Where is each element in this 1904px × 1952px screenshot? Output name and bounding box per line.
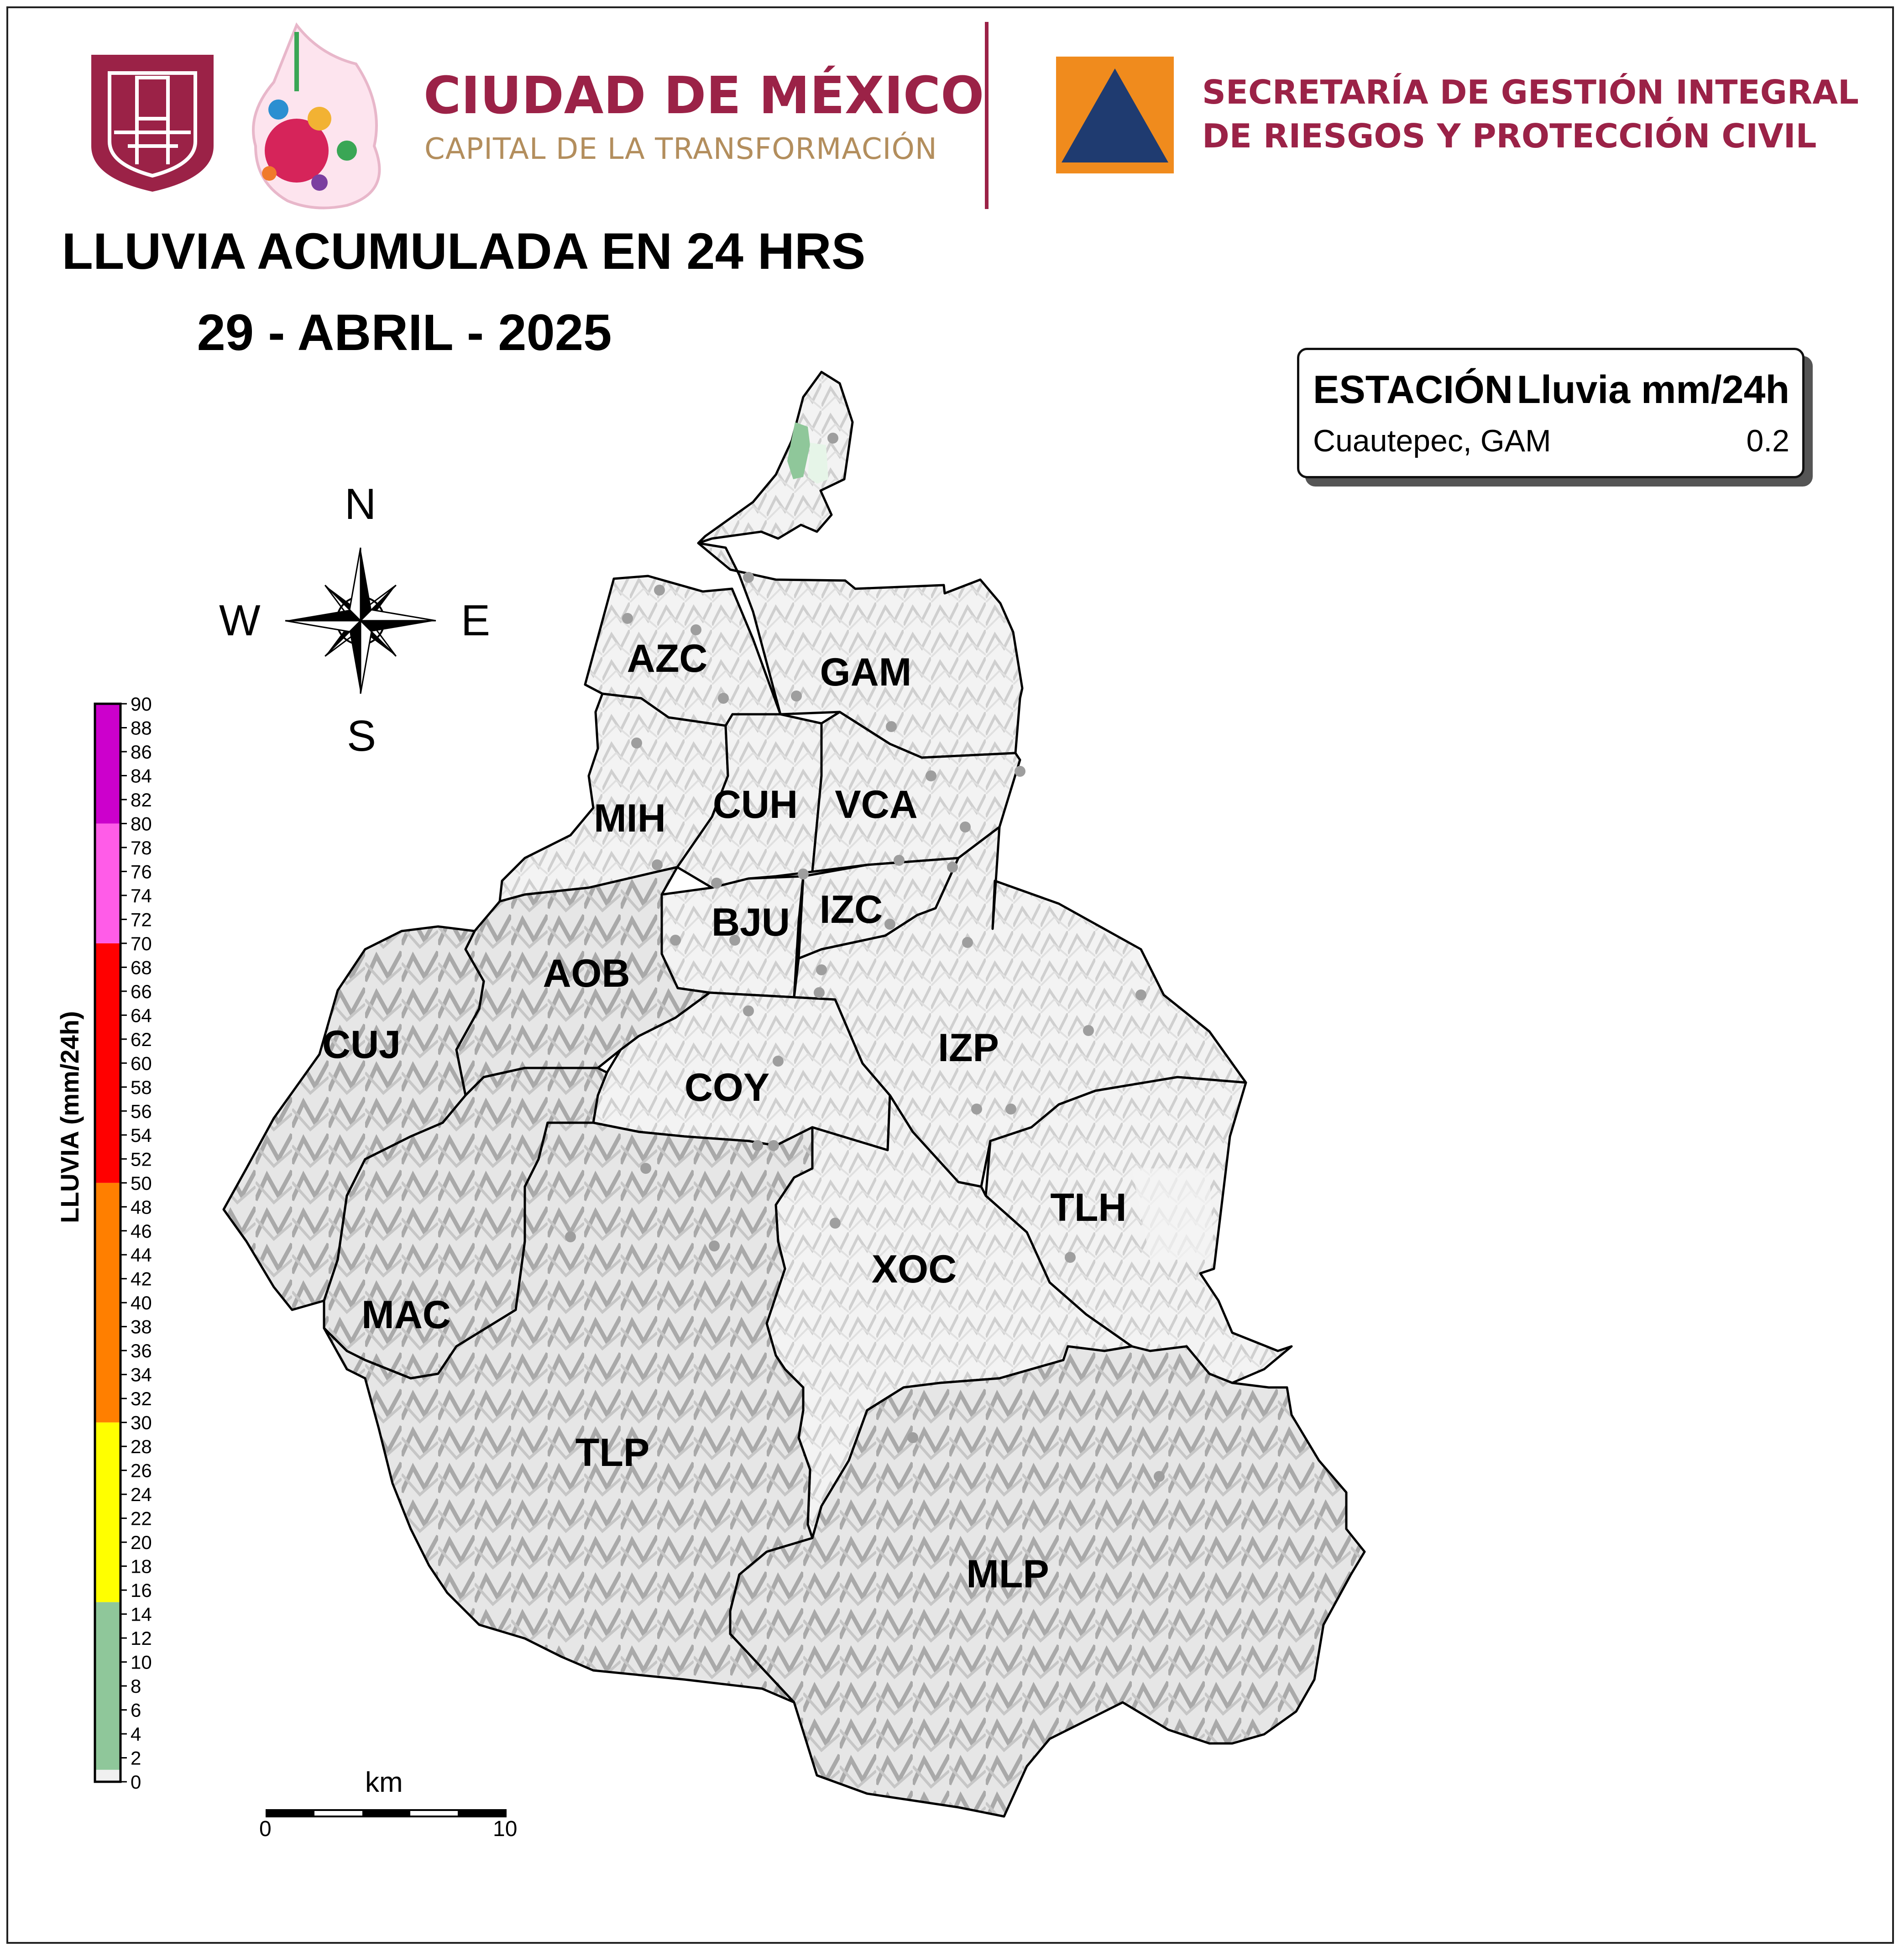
station-dot	[718, 693, 729, 704]
colorbar-tick-label: 10	[131, 1651, 152, 1673]
colorbar-tick-label: 74	[131, 884, 152, 906]
station-dot	[907, 1432, 918, 1443]
station-dot	[947, 862, 958, 873]
label-bju: BJU	[711, 900, 790, 944]
label-cuj: CUJ	[322, 1023, 401, 1067]
station-name: Cuautepec, GAM	[1313, 424, 1551, 458]
label-vca: VCA	[835, 783, 918, 827]
colorbar-tick-label: 16	[131, 1580, 152, 1601]
station-dot	[971, 1104, 982, 1115]
scalebar-unit: km	[365, 1767, 403, 1798]
header-divider	[985, 22, 989, 209]
colorbar-tick-label: 90	[131, 693, 152, 715]
station-dot	[565, 1231, 576, 1242]
station-dot	[652, 859, 663, 870]
colorbar-band	[95, 1602, 120, 1769]
station-dot	[791, 691, 802, 701]
colorbar-tick-label: 60	[131, 1052, 152, 1074]
map-date: 29 - ABRIL - 2025	[197, 304, 612, 361]
label-xoc: XOC	[871, 1247, 957, 1291]
colorbar-tick-label: 88	[131, 717, 152, 739]
station-value: 0.2	[1746, 424, 1789, 458]
label-tlp: TLP	[575, 1431, 650, 1475]
colorbar-tick-label: 36	[131, 1340, 152, 1362]
colorbar-tick-label: 0	[131, 1771, 141, 1793]
compass-rose-icon	[285, 548, 436, 694]
colorbar-tick-label: 38	[131, 1316, 152, 1338]
cdmx-map	[224, 372, 1365, 1816]
station-dot	[654, 585, 665, 596]
colorbar-tick-label: 12	[131, 1628, 152, 1649]
colorbar-tick-label: 54	[131, 1124, 152, 1146]
colorbar-band	[95, 1423, 120, 1602]
station-dot	[1154, 1471, 1165, 1482]
colorbar-tick-label: 28	[131, 1436, 152, 1458]
colorbar-tick-label: 68	[131, 957, 152, 979]
colorbar-tick-label: 86	[131, 741, 152, 763]
colorbar-tick-label: 76	[131, 861, 152, 883]
colorbar-tick-label: 78	[131, 837, 152, 858]
station-dot	[798, 869, 809, 879]
label-mih: MIH	[594, 796, 666, 840]
station-dot	[1083, 1025, 1094, 1036]
station-dot	[827, 433, 838, 444]
colorbar-tick-label: 4	[131, 1723, 141, 1745]
colorbar-tick-label: 44	[131, 1244, 152, 1266]
station-dot	[709, 1240, 720, 1251]
colorbar-tick-label: 84	[131, 765, 152, 787]
colorbar-tick-label: 40	[131, 1292, 152, 1314]
colorbar-tick-label: 8	[131, 1675, 141, 1697]
station-dot	[926, 770, 936, 781]
label-tlh: TLH	[1050, 1186, 1127, 1230]
station-dot	[640, 1163, 651, 1174]
station-dot	[1005, 1104, 1016, 1115]
station-dot	[962, 937, 973, 948]
colorbar-title: LLUVIA (mm/24h)	[55, 1011, 84, 1223]
colorbar-tick-label: 64	[131, 1005, 152, 1026]
compass-south: S	[347, 712, 377, 760]
station-col-header: ESTACIÓN	[1313, 368, 1513, 412]
value-col-header: Lluvia mm/24h	[1517, 368, 1789, 412]
compass-west: W	[219, 596, 261, 645]
compass-north: N	[345, 480, 377, 529]
colorbar-band	[95, 1183, 120, 1423]
colorbar-tick-label: 34	[131, 1364, 152, 1386]
station-dot	[816, 964, 827, 975]
colorbar-tick-label: 66	[131, 980, 152, 1002]
station-dot	[752, 1140, 763, 1151]
station-dot	[631, 738, 642, 748]
label-gam: GAM	[820, 650, 912, 694]
station-dot	[711, 878, 722, 889]
station-dot	[894, 855, 905, 866]
station-dot	[960, 822, 971, 832]
station-dot	[884, 919, 895, 930]
agency-name-line2: DE RIESGOS Y PROTECCIÓN CIVIL	[1202, 117, 1817, 155]
colorbar-band	[95, 823, 120, 943]
colorbar-tick-label: 80	[131, 813, 152, 835]
cdmx-name: CIUDAD DE MÉXICO	[424, 66, 984, 126]
proteccion-civil-logo	[1056, 57, 1174, 173]
rain-colorbar	[95, 693, 152, 1793]
cdmx-floral-heart-logo	[253, 25, 379, 208]
colorbar-band	[95, 943, 120, 1183]
station-table	[1297, 348, 1805, 478]
colorbar-band	[95, 1770, 120, 1782]
colorbar-tick-label: 18	[131, 1555, 152, 1577]
label-coy: COY	[684, 1066, 770, 1109]
colorbar-tick-label: 62	[131, 1028, 152, 1050]
label-aob: AOB	[543, 952, 630, 995]
colorbar-tick-label: 2	[131, 1747, 141, 1769]
station-dot	[1015, 766, 1025, 777]
colorbar-tick-label: 42	[131, 1268, 152, 1290]
scalebar-start: 0	[259, 1817, 272, 1841]
colorbar-tick-label: 32	[131, 1388, 152, 1410]
colorbar-tick-label: 50	[131, 1172, 152, 1194]
label-izp: IZP	[938, 1026, 999, 1070]
colorbar-tick-label: 26	[131, 1460, 152, 1481]
station-dot	[830, 1218, 841, 1229]
label-mlp: MLP	[966, 1552, 1049, 1596]
compass-east: E	[461, 596, 491, 645]
station-dot	[814, 987, 825, 998]
colorbar-tick-label: 46	[131, 1220, 152, 1242]
station-dot	[1065, 1252, 1076, 1263]
label-cuh: CUH	[712, 783, 798, 827]
station-dot	[768, 1140, 779, 1151]
station-dot	[743, 572, 754, 583]
station-dot	[622, 613, 633, 624]
cdmx-shield-logo	[91, 55, 214, 192]
colorbar-tick-label: 14	[131, 1603, 152, 1625]
colorbar-tick-label: 82	[131, 789, 152, 811]
colorbar-tick-label: 58	[131, 1076, 152, 1098]
station-dot	[690, 624, 701, 635]
station-dot	[773, 1056, 784, 1067]
label-izc: IZC	[819, 888, 883, 932]
colorbar-tick-label: 56	[131, 1100, 152, 1122]
scalebar-end: 10	[493, 1817, 518, 1841]
colorbar-tick-label: 70	[131, 932, 152, 954]
cdmx-slogan: CAPITAL DE LA TRANSFORMACIÓN	[424, 132, 937, 166]
colorbar-tick-label: 72	[131, 909, 152, 931]
station-dot	[670, 935, 681, 946]
colorbar-tick-label: 6	[131, 1699, 141, 1721]
station-dot	[1135, 989, 1146, 1000]
label-mac: MAC	[361, 1293, 451, 1337]
colorbar-tick-label: 20	[131, 1532, 152, 1554]
colorbar-tick-label: 52	[131, 1148, 152, 1170]
colorbar-tick-label: 22	[131, 1507, 152, 1529]
colorbar-band	[95, 704, 120, 823]
agency-name-line1: SECRETARÍA DE GESTIÓN INTEGRAL	[1202, 73, 1859, 111]
label-azc: AZC	[627, 637, 708, 680]
map-title: LLUVIA ACUMULADA EN 24 HRS	[62, 223, 866, 280]
colorbar-tick-label: 48	[131, 1196, 152, 1218]
scale-bar	[267, 1810, 506, 1816]
colorbar-tick-label: 30	[131, 1412, 152, 1434]
cuautepec-light-area	[808, 443, 828, 484]
station-dot	[886, 721, 897, 732]
station-dot	[743, 1005, 754, 1016]
colorbar-tick-label: 24	[131, 1484, 152, 1506]
